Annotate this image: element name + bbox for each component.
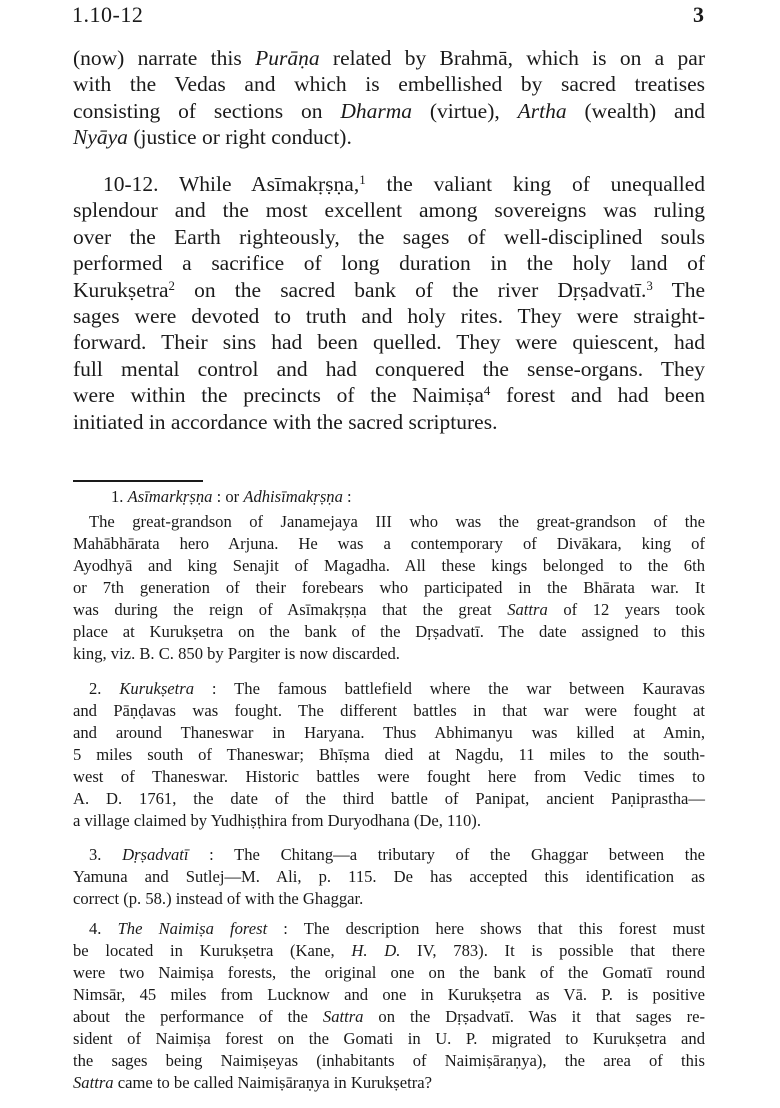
text-line: Yamuna and Sutlej—M. Ali, p. 115. De has accepted this identification as: [73, 867, 705, 886]
text-line: 5 miles south of Thaneswar; Bhīṣma died at Nagdu, 11 miles to the south-: [73, 745, 705, 764]
running-head: 1.10-12: [72, 2, 144, 27]
text-line: were within the precincts of the Naimiṣa$^4$ forest and had been: [73, 383, 705, 408]
footnote-marker: 3: [646, 278, 653, 293]
text-line: and around Thaneswar in Haryana. Thus Abhimanyu was killed at Amin,: [73, 723, 705, 742]
text-line: forward. Their sins had been quelled. They were quiescent, had: [73, 330, 705, 355]
text-line: performed a sacrifice of long duration in the holy land of: [73, 251, 705, 276]
paragraph-2-verse-10-12: [73, 171, 705, 435]
text-line: west of Thaneswar. Historic battles were fought here from Vedic times to: [73, 767, 705, 786]
text-line: Nyāya (justice or right conduct).: [73, 125, 352, 150]
text-line: a village claimed by Yudhiṣṭhira from Duryodhana (De, 110).: [73, 811, 481, 830]
footnote-2: [73, 678, 705, 832]
text-line: 10-12. While Asīmakṛṣṇa,$^1$ the valiant king of unequalled: [103, 172, 705, 196]
text-line: consisting of sections on Dharma (virtue), Artha (wealth) and: [73, 98, 706, 123]
text-line: Kurukṣetra$^2$ on the sacred bank of the river Dṛṣadvatī.$^3$ The: [73, 277, 705, 302]
text-line: splendour and the most excellent among sovereigns was ruling: [73, 198, 705, 223]
text-line: (now) narrate this Purāṇa related by Brahmā, which is on a par: [73, 46, 705, 70]
text-line: with the Vedas and which is embellished by sacred treatises: [73, 72, 705, 97]
text-line: The great-grandson of Janamejaya III who was the great-grandson of the: [89, 512, 705, 531]
page-number: 3: [693, 2, 704, 27]
page-header: [72, 2, 704, 32]
footnote-marker: 1: [359, 172, 366, 187]
footnote-separator-rule: [73, 480, 203, 482]
footnote-marker: 4: [483, 384, 491, 399]
text-line: Sattra came to be called Naimiṣāraṇya in Kurukṣetra?: [73, 1073, 432, 1092]
text-line: Mahābhārata hero Arjuna. He was a contemporary of Divākara, king of: [73, 534, 705, 553]
paragraph-1: [73, 45, 705, 151]
text-line: correct (p. 58.) instead of with the Ghaggar.: [73, 889, 364, 908]
text-line: Ayodhyā and king Senajit of Magadha. All these kings belonged to the 6th: [73, 556, 705, 575]
text-line: king, viz. B. C. 850 by Pargiter is now discarded.: [73, 644, 400, 663]
text-line: 1. Asīmarkṛṣṇa : or Adhisīmakṛṣṇa :: [111, 487, 352, 506]
text-line: be located in Kurukṣetra (Kane, H. D. IV, 783). It is possible that there: [73, 941, 705, 960]
text-line: Nimsār, 45 miles from Lucknow and one in Kurukṣetra as Vā. P. is positive: [73, 985, 705, 1004]
text-line: place at Kurukṣetra on the bank of the Dṛṣadvatī. The date assigned to this: [73, 622, 705, 641]
text-line: or 7th generation of their forebears who participated in the Bhārata war. It: [73, 578, 705, 597]
text-line: 4. The Naimiṣa forest : The description here shows that this forest must: [89, 919, 705, 938]
text-line: full mental control and had conquered the sense-organs. They: [73, 356, 705, 381]
footnote-1-title: [73, 486, 705, 508]
footnote-4: [73, 918, 705, 1094]
text-line: sident of Naimiṣa forest on the Gomati in U. P. migrated to Kurukṣetra and: [73, 1029, 705, 1048]
text-line: 3. Dṛṣadvatī : The Chitang—a tributary of the Ghaggar between the: [89, 845, 705, 864]
footnote-1-body: [73, 511, 705, 665]
footnote-marker: 2: [168, 278, 175, 293]
text-line: over the Earth righteously, the sages of well-disciplined souls: [73, 224, 705, 249]
text-line: the sages being Naimiṣeyas (inhabitants of Naimiṣāraṇya), the area of this: [73, 1051, 705, 1070]
text-line: initiated in accordance with the sacred scriptures.: [73, 409, 498, 434]
footnote-3: [73, 844, 705, 910]
text-line: and Pāṇḍavas was fought. The different battles in that war were fought at: [73, 701, 705, 720]
text-line: were two Naimiṣa forests, the original one on the bank of the Gomatī round: [73, 963, 705, 982]
text-line: about the performance of the Sattra on the Dṛṣadvatī. Was it that sages re-: [73, 1007, 706, 1026]
footnote-1: [73, 486, 705, 665]
text-line: 2. Kurukṣetra : The famous battlefield where the war between Kauravas: [89, 679, 706, 698]
text-line: sages were devoted to truth and holy rites. They were straight-: [73, 304, 705, 329]
text-line: A. D. 1761, the date of the third battle of Panipat, ancient Paṇiprastha—: [73, 789, 705, 808]
text-line: was during the reign of Asīmakṛṣṇa that the great Sattra of 12 years took: [73, 600, 705, 619]
